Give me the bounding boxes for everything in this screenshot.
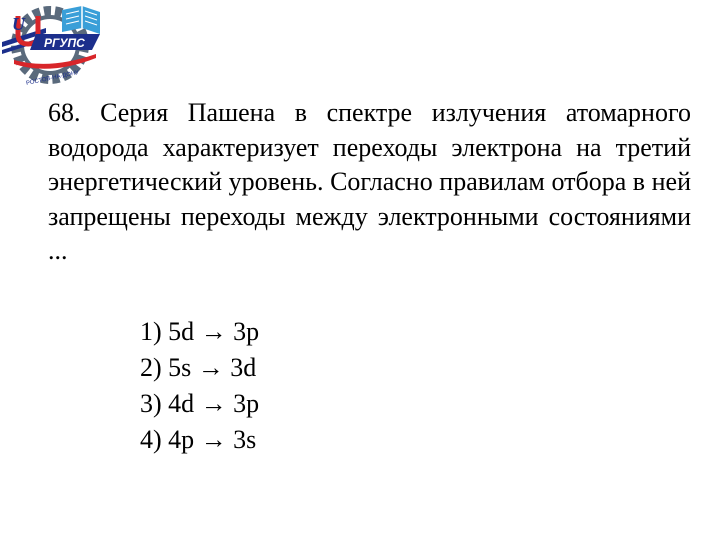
- answer-option-2[interactable]: 2) 5s → 3d: [140, 353, 257, 382]
- logo-ring-text: РОСТОВ-НА-ДОНУ: [25, 69, 80, 87]
- answer-options: [140, 314, 259, 458]
- university-logo: [0, 0, 108, 90]
- answer-option-1[interactable]: 1) 5d → 3p: [140, 317, 260, 346]
- question-text: 68. Серия Пашена в спектре излучения атомарного водорода характеризует переходы электрона на третий энергетический уровень. Согласно правилам отбора в ней запрещены переходы между электронными состояниями ...: [48, 98, 691, 265]
- answer-option-4[interactable]: 4) 4p → 3s: [140, 425, 257, 454]
- book-icon: [62, 6, 100, 34]
- answer-option-3[interactable]: 3) 4d → 3p: [140, 389, 260, 418]
- svg-text:U: U: [12, 14, 25, 34]
- logo-banner: [30, 34, 100, 50]
- logo-abbreviation: РГУПС: [44, 36, 85, 50]
